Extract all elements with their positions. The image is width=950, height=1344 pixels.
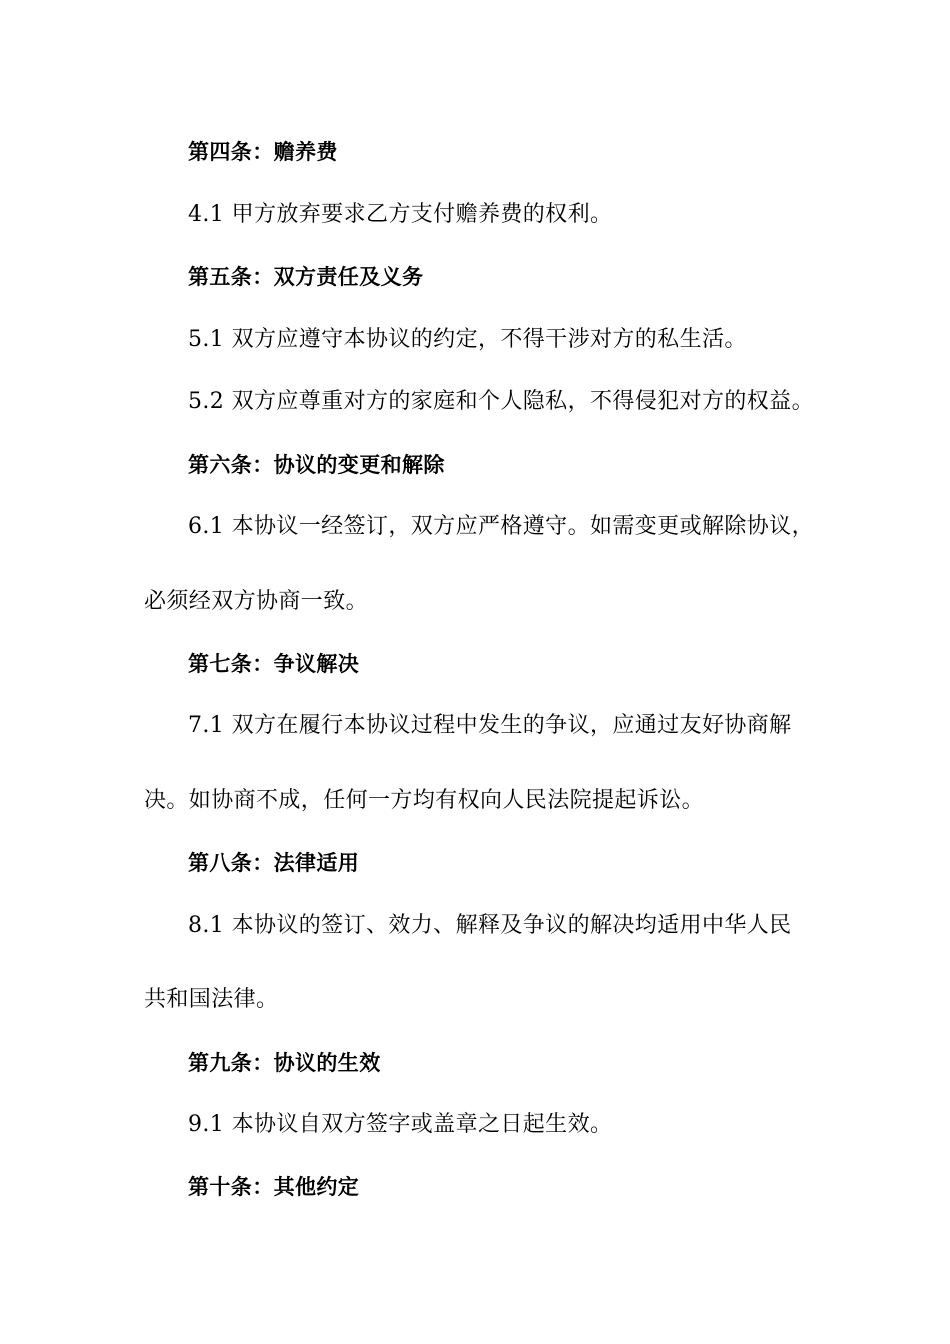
clause-5-2: 5.2 双方应尊重对方的家庭和个人隐私，不得侵犯对方的权益。 xyxy=(188,389,814,414)
article-8-heading: 第八条：法律适用 xyxy=(188,851,360,875)
clause-6-1-continuation: 必须经双方协商一致。 xyxy=(144,589,369,614)
clause-7-1: 7.1 双方在履行本协议过程中发生的争议，应通过友好协商解 xyxy=(188,713,792,738)
clause-6-1: 6.1 本协议一经签订，双方应严格遵守。如需变更或解除协议， xyxy=(188,514,814,539)
article-9-heading: 第九条：协议的生效 xyxy=(188,1051,381,1075)
article-5-heading: 第五条：双方责任及义务 xyxy=(188,265,424,289)
clause-8-1: 8.1 本协议的签订、效力、解释及争议的解决均适用中华人民 xyxy=(188,913,792,938)
article-7-heading: 第七条：争议解决 xyxy=(188,652,360,676)
clause-4-1: 4.1 甲方放弃要求乙方支付赡养费的权利。 xyxy=(188,202,613,227)
clause-9-1: 9.1 本协议自双方签字或盖章之日起生效。 xyxy=(188,1112,613,1137)
article-6-heading: 第六条：协议的变更和解除 xyxy=(188,453,445,477)
clause-8-1-continuation: 共和国法律。 xyxy=(144,987,279,1012)
article-10-heading: 第十条：其他约定 xyxy=(188,1175,360,1199)
clause-5-1: 5.1 双方应遵守本协议的约定，不得干涉对方的私生活。 xyxy=(188,327,747,352)
clause-7-1-continuation: 决。如协商不成，任何一方均有权向人民法院提起诉讼。 xyxy=(144,788,705,813)
article-4-heading: 第四条：赡养费 xyxy=(188,140,338,164)
